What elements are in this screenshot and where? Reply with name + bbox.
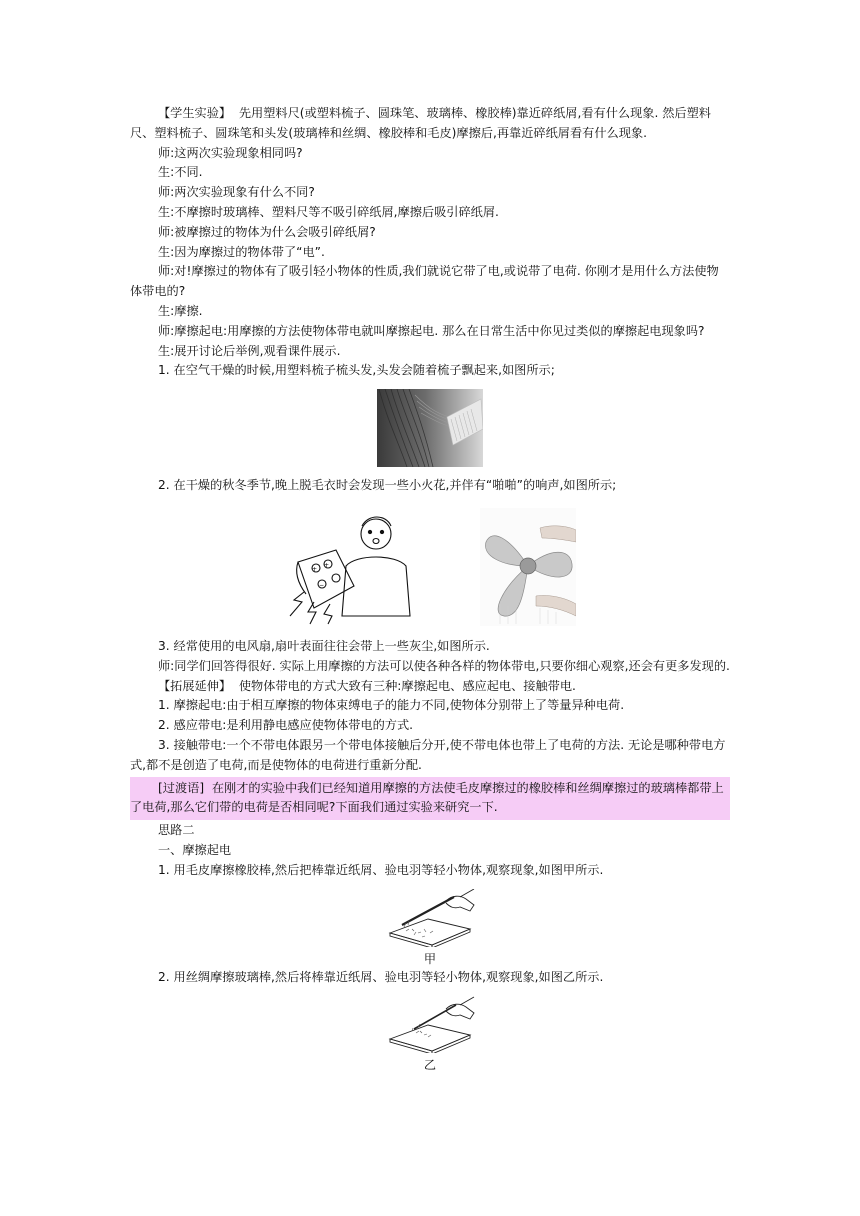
step-2-text: 2. 用丝绸摩擦玻璃棒,然后将棒靠近纸屑、验电羽等轻小物体,观察现象,如图乙所示. xyxy=(158,969,604,984)
sweater-spark-drawing xyxy=(284,508,476,626)
figure-jia-caption: 甲 xyxy=(423,951,437,966)
dialogue-line: 师:被摩擦过的物体为什么会吸引碎纸屑? xyxy=(158,224,376,239)
dialogue-line: 生:因为摩擦过的物体带了“电”. xyxy=(158,244,325,259)
student-experiment-tag: 【学生实验】 xyxy=(158,106,232,120)
section-one-heading: 一、摩擦起电 xyxy=(158,842,232,857)
student-experiment-paragraph xyxy=(130,104,730,144)
dialogue-line: 生:不同. xyxy=(158,165,203,180)
extension-tag: 【拓展延伸】 xyxy=(158,678,232,693)
dialogue-line: 师:摩擦起电:用摩擦的方法使物体带电就叫摩擦起电. 那么在日常生活中你见过类似的摩擦起电现象吗? xyxy=(158,323,705,338)
dialogue-line: 师:两次实验现象有什么不同? xyxy=(158,185,315,200)
example-2-text: 2. 在干燥的秋冬季节,晚上脱毛衣时会发现一些小火花,并伴有“啪啪”的响声,如图所示; xyxy=(158,478,617,493)
svg-text:+: + xyxy=(324,561,330,569)
dialogue-line: 生:展开讨论后举例,观看课件展示. xyxy=(158,343,341,358)
extension-text: 使物体带电的方式大致有三种:摩擦起电、感应起电、接触带电. xyxy=(238,678,576,693)
glass-rod-drawing xyxy=(384,995,476,1053)
dialogue-line: 师:这两次实验现象相同吗? xyxy=(158,145,303,160)
hair-comb-photo xyxy=(377,389,483,467)
extension-paragraph xyxy=(130,677,730,697)
document-page xyxy=(130,104,730,1074)
sweater-fan-figure xyxy=(130,508,730,629)
transition-paragraph xyxy=(130,777,730,821)
figure-yi xyxy=(130,995,730,1056)
example-3-text: 3. 经常使用的电风扇,扇叶表面往往会带上一些灰尘,如图所示. xyxy=(158,638,490,653)
example-1-text: 1. 在空气干燥的时候,用塑料梳子梳头发,头发会随着梳子飘起来,如图所示; xyxy=(158,363,555,378)
figure-yi-caption: 乙 xyxy=(423,1058,437,1073)
rubber-rod-drawing xyxy=(384,889,476,947)
dialogue-line: 生:摩擦. xyxy=(158,303,203,318)
idea-two-heading: 思路二 xyxy=(158,823,195,838)
dialogue-line: 生:不摩擦时玻璃棒、塑料尺等不吸引碎纸屑,摩擦后吸引碎纸屑. xyxy=(158,204,499,219)
student-experiment-text: 先用塑料尺(或塑料梳子、圆珠笔、玻璃棒、橡胶棒)靠近碎纸屑,看有什么现象. 然后塑料尺、塑料梳子、圆珠笔和头发(玻璃棒和丝绸、橡胶棒和毛皮)摩擦后,再靠近碎纸屑看有什么现象. xyxy=(130,106,711,140)
method-item: 3. 接触带电:一个不带电体跟另一个带电体接触后分开,使不带电体也带上了电荷的方法. 无论是哪种带电方式,都不是创造了电荷,而是使物体的电荷进行重新分配. xyxy=(130,737,726,772)
hair-comb-figure xyxy=(130,389,730,470)
figure-jia xyxy=(130,889,730,950)
method-item: 2. 感应带电:是利用静电感应使物体带电的方式. xyxy=(158,718,414,733)
dialogue-line: 师:对!摩擦过的物体有了吸引轻小物体的性质,我们就说它带了电,或说带了电荷. 你刚才是用什么方法使物体带电的? xyxy=(130,264,719,299)
method-item: 1. 摩擦起电:由于相互摩擦的物体束缚电子的能力不同,使物体分别带上了等量异种电荷. xyxy=(158,698,625,713)
svg-text:−: − xyxy=(319,581,325,589)
step-1-text: 1. 用毛皮摩擦橡胶棒,然后把棒靠近纸屑、验电羽等轻小物体,观察现象,如图甲所示. xyxy=(158,862,604,877)
svg-text:+: + xyxy=(312,565,318,573)
fan-dust-photo xyxy=(480,508,576,626)
teacher-summary-text: 师:同学们回答得很好. 实际上用摩擦的方法可以使各种各样的物体带电,只要你细心观察,还会有更多发现的. xyxy=(158,658,730,673)
transition-tag: [过渡语] xyxy=(158,780,205,795)
transition-text: 在刚才的实验中我们已经知道用摩擦的方法使毛皮摩擦过的橡胶棒和丝绸摩擦过的玻璃棒都带上了电荷,那么它们带的电荷是否相同呢?下面我们通过实验来研究一下. xyxy=(130,780,724,815)
